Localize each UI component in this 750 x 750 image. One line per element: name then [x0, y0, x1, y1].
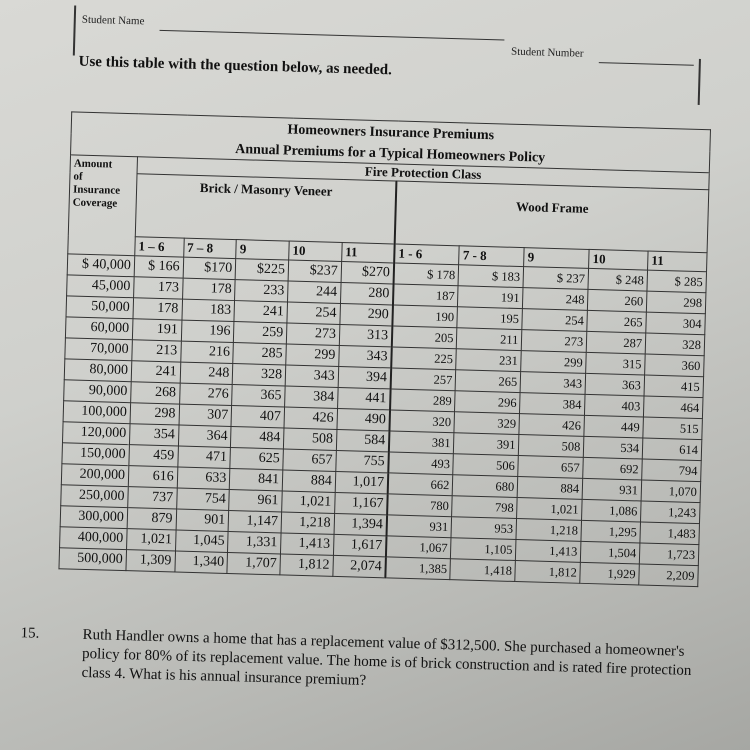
wood-premium-cell: 384: [520, 393, 585, 416]
brick-premium-cell: $237: [288, 260, 341, 282]
brick-premium-cell: 268: [131, 382, 180, 404]
brick-premium-cell: 755: [336, 450, 389, 472]
coverage-amount-cell: 45,000: [67, 275, 134, 298]
wood-premium-cell: 211: [457, 328, 522, 351]
wood-premium-cell: 1,067: [386, 536, 451, 559]
brick-premium-cell: 365: [232, 385, 285, 407]
wood-premium-cell: 248: [523, 288, 588, 311]
wood-premium-cell: 265: [587, 310, 646, 333]
brick-premium-cell: 508: [283, 428, 336, 450]
wood-premium-cell: 1,218: [516, 519, 581, 542]
brick-premium-cell: 1,707: [227, 552, 280, 574]
wood-premium-cell: 304: [646, 312, 705, 335]
brick-premium-cell: 290: [340, 304, 393, 326]
coverage-amount-cell: 200,000: [61, 464, 128, 487]
brick-premium-cell: 299: [286, 344, 339, 366]
premium-table-wrapper: [58, 111, 711, 587]
wood-premium-cell: 449: [584, 415, 643, 438]
brick-premium-cell: 343: [285, 365, 338, 387]
wood-premium-cell: 508: [519, 435, 584, 458]
wood-premium-cell: 287: [586, 331, 645, 354]
brick-premium-cell: 657: [283, 449, 336, 471]
wood-premium-cell: 1,243: [641, 501, 700, 524]
brick-premium-cell: 394: [338, 366, 391, 388]
brick-premium-cell: 1,413: [281, 533, 334, 555]
premium-table: [58, 111, 711, 587]
coverage-amount-cell: 120,000: [62, 422, 129, 445]
brick-premium-cell: 259: [234, 322, 287, 344]
student-name-line: [160, 30, 505, 41]
class-header: 1 - 6: [394, 244, 459, 265]
brick-premium-cell: 884: [282, 470, 335, 492]
class-header: 7 - 8: [459, 246, 524, 267]
wood-premium-cell: 464: [644, 396, 703, 419]
brick-premium-cell: 1,167: [334, 492, 387, 514]
wood-premium-cell: 1,021: [517, 498, 582, 521]
coverage-amount-cell: 60,000: [65, 317, 132, 340]
wood-premium-cell: 1,086: [582, 499, 641, 522]
brick-premium-cell: 280: [340, 283, 393, 305]
wood-premium-cell: 657: [518, 456, 583, 479]
wood-premium-cell: 191: [458, 286, 523, 309]
class-header: 10: [589, 249, 648, 270]
brick-premium-cell: 254: [287, 302, 340, 324]
brick-premium-cell: 276: [179, 383, 232, 405]
wood-premium-cell: 2,209: [639, 564, 698, 587]
margin-bar-left: [73, 5, 76, 55]
brick-premium-cell: 584: [336, 429, 389, 451]
question-text: Ruth Handler owns a home that has a replacement value of $312,500. She purchased a homeowner's policy for 80% of its replacement value. The home is of brick construction and is rated fire protection class 4. What is his annual insurance premium?: [81, 626, 692, 689]
amount-header-line: Insurance: [72, 183, 121, 197]
fire-protection-class-header: Fire Protection Class: [137, 157, 709, 190]
wood-premium-cell: 320: [389, 410, 454, 433]
brick-premium-cell: 244: [288, 281, 341, 303]
wood-premium-cell: 794: [642, 459, 701, 482]
wood-premium-cell: 614: [642, 438, 701, 461]
brick-premium-cell: 328: [233, 364, 286, 386]
brick-premium-cell: 1,017: [335, 471, 388, 493]
brick-premium-cell: 407: [231, 406, 284, 428]
amount-header-line: of: [73, 170, 83, 183]
brick-premium-cell: 233: [235, 280, 288, 302]
brick-premium-cell: 616: [128, 466, 177, 488]
wood-premium-cell: $ 248: [588, 268, 647, 291]
brick-premium-cell: 490: [337, 408, 390, 430]
brick-premium-cell: 441: [337, 387, 390, 409]
wood-premium-cell: 493: [388, 452, 453, 475]
brick-premium-cell: $225: [235, 259, 288, 281]
brick-premium-cell: 625: [230, 448, 283, 470]
brick-premium-cell: 343: [339, 345, 392, 367]
brick-premium-cell: 364: [178, 425, 231, 447]
brick-premium-cell: 1,218: [281, 512, 334, 534]
wood-premium-cell: 231: [456, 349, 521, 372]
wood-premium-cell: 1,812: [515, 561, 580, 584]
wood-premium-cell: 884: [517, 477, 582, 500]
wood-premium-cell: $ 178: [394, 263, 459, 286]
brick-premium-cell: 307: [179, 404, 232, 426]
wood-premium-cell: 1,723: [639, 543, 698, 566]
brick-premium-cell: 248: [180, 362, 233, 384]
wood-premium-cell: 798: [452, 496, 517, 519]
coverage-amount-cell: 100,000: [63, 401, 130, 424]
brick-premium-cell: 1,021: [126, 529, 175, 551]
brick-premium-cell: $270: [341, 262, 394, 284]
wood-premium-cell: 257: [391, 368, 456, 391]
coverage-amount-cell: 250,000: [61, 485, 128, 508]
brick-premium-cell: 196: [181, 320, 234, 342]
brick-premium-cell: 1,021: [282, 491, 335, 513]
brick-premium-cell: 213: [132, 340, 181, 362]
brick-premium-cell: 1,617: [333, 534, 386, 556]
wood-premium-cell: 273: [522, 330, 587, 353]
wood-premium-cell: 329: [454, 412, 519, 435]
brick-premium-cell: 285: [233, 343, 286, 365]
wood-premium-cell: 343: [520, 372, 585, 395]
wood-premium-cell: 1,418: [450, 559, 515, 582]
brick-premium-cell: 1,331: [228, 531, 281, 553]
brick-premium-cell: 1,309: [126, 550, 175, 572]
brick-premium-cell: 216: [180, 341, 233, 363]
table-title: Homeowners Insurance Premiums: [71, 112, 710, 151]
class-header: 7 – 8: [183, 238, 236, 258]
wood-premium-cell: 1,385: [385, 557, 450, 580]
wood-premium-cell: 260: [588, 289, 647, 312]
wood-premium-cell: 953: [451, 517, 516, 540]
wood-premium-cell: 1,483: [640, 522, 699, 545]
wood-premium-cell: 391: [454, 433, 519, 456]
wood-premium-cell: 780: [387, 494, 452, 517]
brick-premium-cell: 459: [129, 445, 178, 467]
coverage-amount-cell: $ 40,000: [67, 254, 134, 277]
wood-premium-cell: 415: [644, 375, 703, 398]
student-number-label: Student Number: [510, 45, 584, 60]
coverage-amount-cell: 150,000: [62, 443, 129, 466]
coverage-amount-cell: 70,000: [65, 338, 132, 361]
brick-premium-cell: 901: [176, 509, 229, 531]
wood-premium-cell: 506: [453, 454, 518, 477]
wood-premium-cell: 662: [388, 473, 453, 496]
coverage-amount-cell: 500,000: [59, 548, 126, 571]
wood-premium-cell: 328: [645, 333, 704, 356]
class-header: 10: [289, 241, 342, 261]
brick-premium-cell: 384: [285, 386, 338, 408]
class-header: 1 – 6: [135, 237, 184, 257]
class-header: 9: [524, 248, 589, 269]
wood-frame-header: Wood Frame: [395, 181, 709, 253]
wood-premium-cell: 190: [392, 305, 457, 328]
wood-premium-cell: 298: [646, 291, 705, 314]
brick-premium-cell: 841: [230, 468, 283, 490]
wood-premium-cell: 403: [585, 394, 644, 417]
amount-header: [68, 155, 138, 256]
wood-premium-cell: 931: [387, 515, 452, 538]
brick-premium-cell: 241: [131, 361, 180, 383]
brick-premium-cell: 1,340: [175, 551, 228, 573]
brick-premium-cell: $ 166: [134, 256, 183, 278]
wood-premium-cell: 1,295: [581, 520, 640, 543]
brick-masonry-header: Brick / Masonry Veneer: [135, 174, 396, 244]
coverage-amount-cell: 400,000: [60, 527, 127, 550]
wood-premium-cell: 265: [456, 370, 521, 393]
brick-premium-cell: 354: [129, 424, 178, 446]
brick-premium-cell: 298: [130, 403, 179, 425]
wood-premium-cell: 1,504: [581, 541, 640, 564]
wood-premium-cell: 1,105: [451, 538, 516, 561]
brick-premium-cell: 313: [339, 324, 392, 346]
wood-premium-cell: 205: [392, 326, 457, 349]
brick-premium-cell: 633: [177, 467, 230, 489]
brick-premium-cell: 471: [177, 446, 230, 468]
wood-premium-cell: 1,929: [580, 562, 639, 585]
wood-premium-cell: 1,070: [641, 480, 700, 503]
wood-premium-cell: 315: [586, 352, 645, 375]
class-header: 9: [236, 240, 289, 260]
coverage-amount-cell: 50,000: [66, 296, 133, 319]
amount-header-line: Coverage: [72, 196, 118, 210]
brick-premium-cell: 961: [229, 489, 282, 511]
wood-premium-cell: 931: [582, 478, 641, 501]
wood-premium-cell: 254: [522, 309, 587, 332]
brick-premium-cell: 273: [286, 323, 339, 345]
brick-premium-cell: $170: [183, 257, 236, 279]
brick-premium-cell: 484: [231, 427, 284, 449]
coverage-amount-cell: 80,000: [64, 359, 131, 382]
wood-premium-cell: 187: [393, 284, 458, 307]
wood-premium-cell: 225: [391, 347, 456, 370]
brick-premium-cell: 1,045: [175, 530, 228, 552]
wood-premium-cell: $ 183: [458, 265, 523, 288]
coverage-amount-cell: 90,000: [64, 380, 131, 403]
wood-premium-cell: 381: [389, 431, 454, 454]
brick-premium-cell: 2,074: [333, 555, 386, 577]
wood-premium-cell: 534: [584, 436, 643, 459]
brick-premium-cell: 241: [234, 301, 287, 323]
wood-premium-cell: 296: [455, 391, 520, 414]
brick-premium-cell: 879: [127, 508, 176, 530]
question-number: 15.: [20, 625, 40, 642]
brick-premium-cell: 737: [128, 487, 177, 509]
brick-premium-cell: 754: [176, 488, 229, 510]
wood-premium-cell: 363: [585, 373, 644, 396]
wood-premium-cell: 680: [453, 475, 518, 498]
brick-premium-cell: 1,812: [280, 554, 333, 576]
wood-premium-cell: 692: [583, 457, 642, 480]
amount-header-line: Amount: [73, 157, 113, 171]
brick-premium-cell: 1,147: [228, 510, 281, 532]
brick-premium-cell: 173: [134, 277, 183, 299]
class-header: 11: [648, 251, 707, 272]
wood-premium-cell: 426: [519, 414, 584, 437]
brick-premium-cell: 183: [182, 299, 235, 321]
wood-premium-cell: 515: [643, 417, 702, 440]
brick-premium-cell: 191: [132, 319, 181, 341]
premium-table-body: [59, 254, 707, 587]
wood-premium-cell: 195: [457, 307, 522, 330]
wood-premium-cell: 289: [390, 389, 455, 412]
wood-premium-cell: $ 285: [647, 270, 706, 293]
wood-premium-cell: $ 237: [523, 267, 588, 290]
class-header: 11: [341, 243, 394, 263]
table-subtitle: Annual Premiums for a Typical Homeowners Policy: [71, 133, 710, 172]
brick-premium-cell: 426: [284, 407, 337, 429]
wood-premium-cell: 1,413: [516, 540, 581, 563]
student-number-line: [599, 62, 694, 66]
brick-premium-cell: 178: [133, 298, 182, 320]
student-name-label: Student Name: [81, 13, 145, 28]
brick-premium-cell: 178: [182, 278, 235, 300]
wood-premium-cell: 360: [645, 354, 704, 377]
brick-premium-cell: 1,394: [334, 513, 387, 535]
wood-premium-cell: 299: [521, 351, 586, 374]
instructions: Use this table with the question below, as needed.: [78, 53, 393, 79]
coverage-amount-cell: 300,000: [60, 506, 127, 529]
margin-bar-right: [698, 59, 701, 105]
